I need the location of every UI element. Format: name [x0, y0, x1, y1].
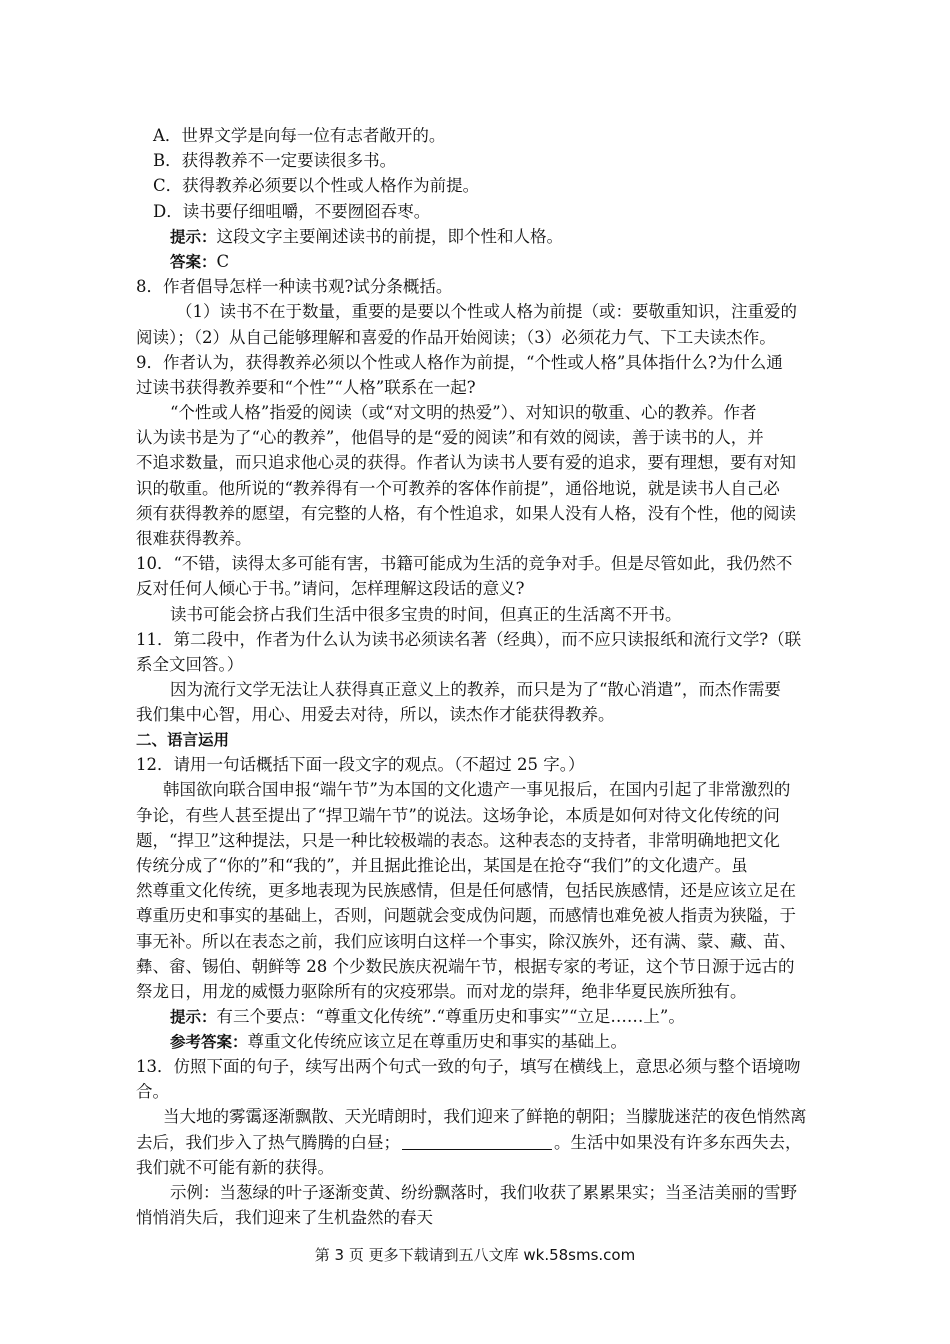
section-title: 二、语言运用 — [136, 731, 230, 749]
q13-passage-line: 当大地的雾霭逐渐飘散、天光晴朗时，我们迎来了鲜艳的朝阳；当朦胧迷茫的夜色悄然离 — [163, 1107, 807, 1126]
q12-passage-line: 事无补。所以在表态之前，我们应该明白这样一个事实，除汉族外，还有满、蒙、藏、苗、 — [136, 932, 796, 951]
q9-question-line: 过读书获得教养要和“个性”“人格”联系在一起? — [136, 378, 476, 397]
q12-passage-line: 彝、畲、锡伯、朝鲜等 28 个少数民族庆祝端午节，根据专家的考证，这个节日源于远古的 — [136, 957, 795, 976]
hint-label: 提示： — [170, 1008, 217, 1026]
q13-question-line: 13．仿照下面的句子，续写出两个句式一致的句子，填写在横线上，意思必须与整个语境吻 — [136, 1057, 801, 1076]
answer-text: C — [216, 252, 230, 271]
q13-passage-line — [136, 1130, 802, 1156]
q13-example-line: 悄悄消失后，我们迎来了生机盎然的春天 — [136, 1208, 433, 1227]
option-b: B．获得教养不一定要读很多书。 — [153, 151, 397, 170]
q11-answer-line: 我们集中心智，用心、用爱去对待，所以，读杰作才能获得教养。 — [136, 705, 615, 724]
passage-text: 。生活中如果没有许多东西失去， — [554, 1133, 802, 1152]
page-footer: 第 3 页 更多下载请到五八文库 wk.58sms.com — [314, 1246, 636, 1264]
q12-reference-answer — [170, 1029, 627, 1055]
q13-passage-line: 我们就不可能有新的获得。 — [136, 1158, 334, 1177]
q9-answer-line: “个性或人格”指爱的阅读（或“对文明的热爱”）、对知识的敬重、心的教养。作者 — [170, 403, 757, 422]
q9-answer-line: 不追求数量，而只追求他心灵的获得。作者认为读书人要有爱的追求，要有理想，要有对知 — [136, 453, 796, 472]
q12-question: 12．请用一句话概括下面一段文字的观点。（不超过 25 字。） — [136, 755, 585, 774]
passage-text: 去后，我们步入了热气腾腾的白昼； — [136, 1133, 400, 1152]
q7-answer — [170, 249, 229, 275]
q12-passage-line: 韩国欲向联合国申报“端午节”为本国的文化遗产一事见报后，在国内引起了非常激烈的 — [163, 780, 791, 799]
q9-answer-line: 识的敬重。他所说的“教养得有一个可教养的客体作前提”，通俗地说，就是读书人自己必 — [136, 479, 780, 498]
option-c: C．获得教养必须要以个性或人格作为前提。 — [153, 176, 480, 195]
q7-hint — [170, 224, 563, 250]
q11-question-line: 系全文回答。） — [136, 655, 244, 674]
q10-answer: 读书可能会挤占我们生活中很多宝贵的时间，但真正的生活离不开书。 — [170, 605, 682, 624]
reference-answer-label: 参考答案： — [170, 1033, 248, 1051]
q12-passage-line: 尊重历史和事实的基础上，否则，问题就会变成伪问题，而感情也难免被人指责为狭隘，于 — [136, 906, 796, 925]
q11-question-line: 11．第二段中，作者为什么认为读书必须读名著（经典），而不应只读报纸和流行文学?（联 — [136, 630, 802, 649]
q9-question-line: 9．作者认为，获得教养必须以个性或人格作为前提，“个性或人格”具体指什么?为什么通 — [136, 353, 783, 372]
q8-answer-line: 阅读）；（2）从自己能够理解和喜爱的作品开始阅读；（3）必须花力气、下工夫读杰作。 — [136, 328, 776, 347]
q12-passage-line: 争论，有些人甚至提出了“捍卫端午节”的说法。这场争论，本质是如何对待文化传统的问 — [136, 806, 780, 825]
q13-question-line: 合。 — [136, 1082, 169, 1101]
q13-example-line: 示例：当葱绿的叶子逐渐变黄、纷纷飘落时，我们收获了累累果实；当圣洁美丽的雪野 — [170, 1183, 797, 1202]
hint-text: 这段文字主要阐述读书的前提，即个性和人格。 — [216, 227, 564, 246]
answer-label: 答案： — [170, 253, 217, 271]
q8-question: 8．作者倡导怎样一种读书观?试分条概括。 — [136, 277, 453, 296]
q12-passage-line: 传统分成了“你的”和“我的”，并且据此推论出，某国是在抢夺“我们”的文化遗产。虽 — [136, 856, 748, 875]
option-d: D．读书要仔细咀嚼，不要囫囵吞枣。 — [153, 202, 431, 221]
q12-passage-line: 祭龙日，用龙的威慑力驱除所有的灾疫邪祟。而对龙的崇拜，绝非华夏民族所独有。 — [136, 982, 747, 1001]
reference-answer-text: 尊重文化传统应该立足在尊重历史和事实的基础上。 — [247, 1032, 628, 1051]
hint-text: 有三个要点：“尊重文化传统”.“尊重历史和事实”“立足……上”。 — [216, 1007, 685, 1026]
q9-answer-line: 认为读书是为了“心的教养”，他倡导的是“爱的阅读”和有效的阅读，善于读书的人，并 — [136, 428, 764, 447]
q12-passage-line: 题，“捍卫”这种提法，只是一种比较极端的表态。这种表态的支持者，非常明确地把文化 — [136, 831, 780, 850]
q12-passage-line: 然尊重文化传统，更多地表现为民族感情，但是任何感情，包括民族感情，还是应该立足在 — [136, 881, 796, 900]
hint-label: 提示： — [170, 228, 217, 246]
q10-question-line: 反对任何人倾心于书。”请问，怎样理解这段话的意义? — [136, 579, 525, 598]
fill-in-blank — [402, 1131, 552, 1150]
q9-answer-line: 须有获得教养的愿望，有完整的人格，有个性追求，如果人没有人格，没有个性，他的阅读 — [136, 504, 796, 523]
q11-answer-line: 因为流行文学无法让人获得真正意义上的教养，而只是为了“散心消遣”，而杰作需要 — [170, 680, 781, 699]
q10-question-line: 10．“不错，读得太多可能有害，书籍可能成为生活的竞争对手。但是尽管如此，我仍然不 — [136, 554, 793, 573]
q12-hint — [170, 1004, 685, 1030]
q8-answer-line: （1）读书不在于数量，重要的是要以个性或人格为前提（或：要敬重知识，注重爱的 — [176, 302, 797, 321]
option-a: A．世界文学是向每一位有志者敞开的。 — [153, 126, 446, 145]
q9-answer-line: 很难获得教养。 — [136, 529, 252, 548]
